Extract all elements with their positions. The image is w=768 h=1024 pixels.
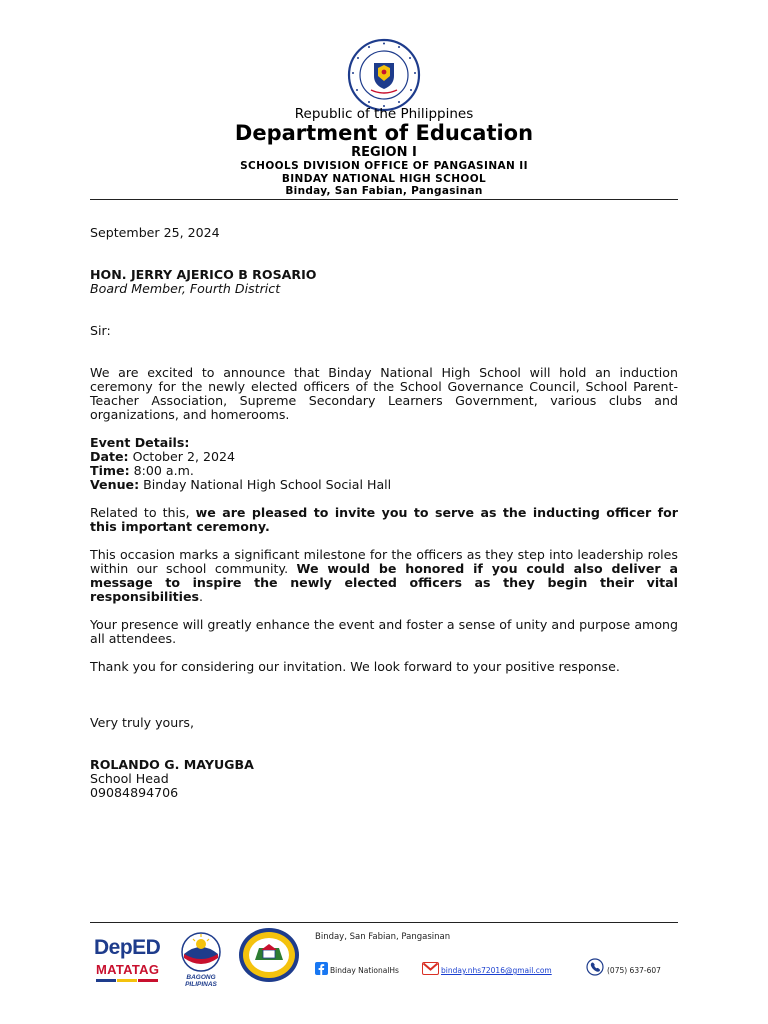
event-date-label: Date: (90, 449, 129, 464)
deped-logo-text: DepED (94, 936, 161, 959)
event-time-row (90, 464, 678, 478)
deped-seal-logo (347, 38, 421, 112)
header-department: Department of Education (234, 121, 534, 145)
letter-date: September 25, 2024 (90, 225, 220, 240)
matatag-logo-text: MATATAG (96, 962, 160, 977)
header-republic: Republic of the Philippines (294, 106, 474, 122)
recipient-block (90, 268, 678, 296)
header-school: BINDAY NATIONAL HIGH SCHOOL (281, 173, 487, 185)
phone-icon (586, 958, 604, 976)
milestone-lead: This occasion marks a significant milestone for the officers as they step into leadership roles within our school community. (90, 547, 678, 576)
event-time-label: Time: (90, 463, 130, 478)
matatag-underline-icon (96, 978, 158, 984)
event-time-value: 8:00 a.m. (133, 463, 194, 478)
paragraph-thanks: Thank you for considering our invitation. We look forward to your positive response. (90, 659, 620, 674)
gmail-icon (422, 962, 439, 975)
header-division: SCHOOLS DIVISION OFFICE OF PANGASINAN II (240, 160, 528, 172)
signatory-title: School Head (90, 771, 169, 786)
bagong-pilipinas-label: BAGONG PILIPINAS (185, 974, 217, 988)
event-venue-value: Binday National High School Social Hall (143, 477, 392, 492)
signatory-name: ROLANDO G. MAYUGBA (90, 757, 254, 772)
footer-phone: (075) 637-607 (607, 966, 661, 975)
closing: Very truly yours, (90, 715, 194, 730)
milestone-end: . (199, 589, 204, 604)
header-address: Binday, San Fabian, Pangasinan (285, 185, 483, 197)
school-seal-logo (237, 926, 301, 984)
event-date-row (90, 450, 678, 464)
invitation-lead: Related to this, (90, 505, 196, 520)
footer-email-link[interactable]: binday.nhs72016@gmail.com (441, 966, 552, 975)
paragraph-announcement: We are excited to announce that Binday National High School will hold an induction ceremony for the newly elected officers of the School Governance Council, School Parent-Teacher Association, Supreme Secondary Learners Government, various clubs and organizations, and homerooms. (90, 365, 678, 422)
event-venue-row (90, 478, 678, 492)
paragraph-milestone (90, 548, 678, 604)
signatory-phone: 09084894706 (90, 785, 179, 800)
paragraph-presence: Your presence will greatly enhance the event and foster a sense of unity and purpose among all attendees. (90, 617, 678, 646)
event-date-value: October 2, 2024 (132, 449, 236, 464)
header-region: REGION I (351, 145, 417, 160)
invitation-emphasis: we are pleased to invite you to serve as the inducting officer for this important ceremony. (90, 505, 678, 534)
bagong-pilipinas-logo (172, 930, 230, 974)
milestone-emphasis: We would be honored if you could also deliver a message to inspire the newly elected officers as they begin their vital responsibilities (90, 561, 678, 604)
recipient-title: Board Member, Fourth District (90, 281, 281, 296)
header-divider (90, 199, 678, 200)
footer-address: Binday, San Fabian, Pangasinan (315, 932, 451, 942)
footer-divider (90, 922, 678, 923)
event-venue-label: Venue: (90, 477, 140, 492)
paragraph-invitation (90, 506, 678, 534)
recipient-name: HON. JERRY AJERICO B ROSARIO (90, 267, 317, 282)
event-details (90, 436, 678, 492)
signature-block (90, 758, 678, 800)
facebook-icon (315, 962, 328, 975)
salutation: Sir: (90, 323, 111, 338)
event-heading: Event Details: (90, 435, 190, 450)
footer-facebook[interactable]: Binday NationalHs (330, 966, 399, 975)
